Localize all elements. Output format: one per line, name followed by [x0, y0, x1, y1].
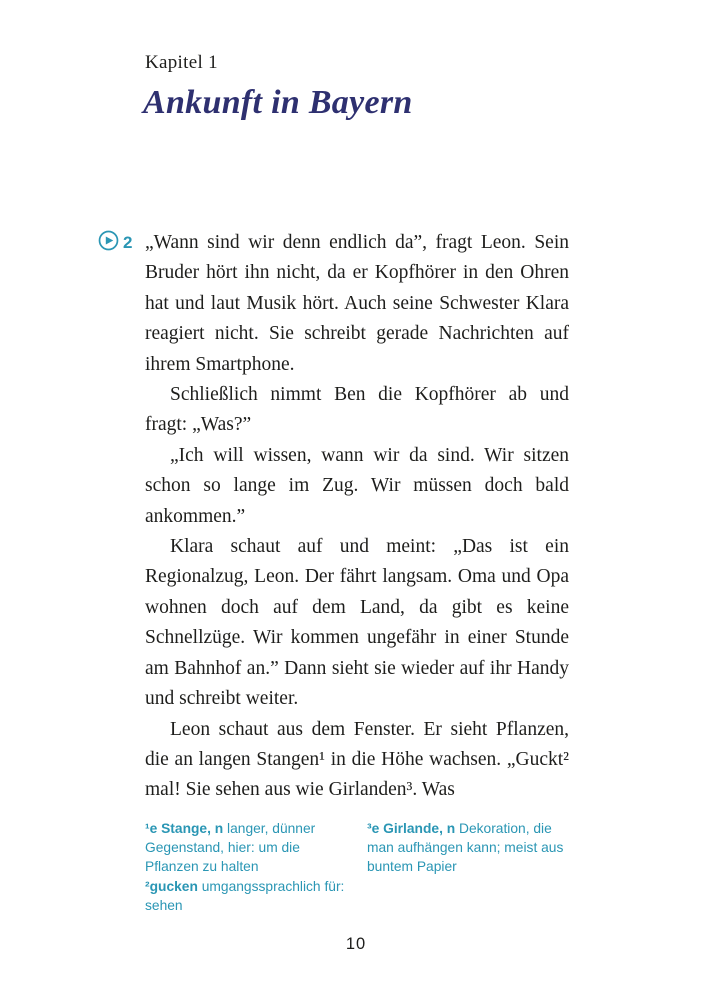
- footnote-term: ³e Girlande, n: [367, 821, 459, 836]
- chapter-label: Kapitel 1: [145, 52, 218, 73]
- body-paragraph: Klara schaut auf und meint: „Das ist ein Regionalzug, Leon. Der fährt langsam. Oma und Opa wohnen doch auf dem Land, da gibt es keine Schnellzüge. Wir kommen ungefähr in einer Stunde am Bahnhof an.” Dann sieht sie wieder auf ihr Handy und schreibt weiter.: [145, 536, 569, 710]
- footnote-term: ²gucken: [145, 878, 202, 894]
- play-circle-icon[interactable]: [98, 230, 119, 256]
- footnote-definition: Dekoration, die man aufhängen kann; meist aus buntem Papier: [367, 821, 564, 875]
- footnote-definition: umgangssprachlich für: sehen: [145, 878, 345, 913]
- footnote-entry: [145, 819, 357, 877]
- paragraphs: [145, 228, 569, 806]
- page-number: 10: [345, 935, 367, 953]
- body-paragraph: „Ich will wissen, wann wir da sind. Wir sitzen schon so lange im Zug. Wir müssen doch bald ankommen.”: [145, 444, 569, 527]
- footnote-entry: [145, 877, 357, 915]
- footnote-col-2: [367, 819, 567, 915]
- audio-play-button[interactable]: [98, 230, 132, 256]
- footnotes-section: [145, 819, 575, 915]
- body-paragraph: Schließlich nimmt Ben die Kopfhörer ab und fragt: „Was?”: [145, 384, 569, 436]
- body-paragraph: Leon schaut aus dem Fenster. Er sieht Pflanzen, die an langen Stangen¹ in die Höhe wachsen. „Guckt² mal! Sie sehen aus wie Girlanden³. Was: [145, 718, 569, 801]
- footnote-col-1: [145, 819, 357, 915]
- footnote-definition: langer, dünner Gegenstand, hier: um die Pflanzen zu halten: [145, 821, 316, 875]
- body-paragraph: „Wann sind wir denn endlich da”, fragt Leon. Sein Bruder hört ihn nicht, da er Kopfhörer in den Ohren hat und laut Musik hört. Auch seine Schwester Klara reagiert nicht. Sie schreibt gerade Nachrichten auf ihrem Smartphone.: [145, 232, 569, 375]
- footnote-term: ¹e Stange, n: [145, 821, 228, 836]
- audio-track-number: 2: [123, 233, 133, 252]
- page-title: Ankunft in Bayern: [143, 84, 413, 121]
- footnote-entry: [367, 819, 567, 877]
